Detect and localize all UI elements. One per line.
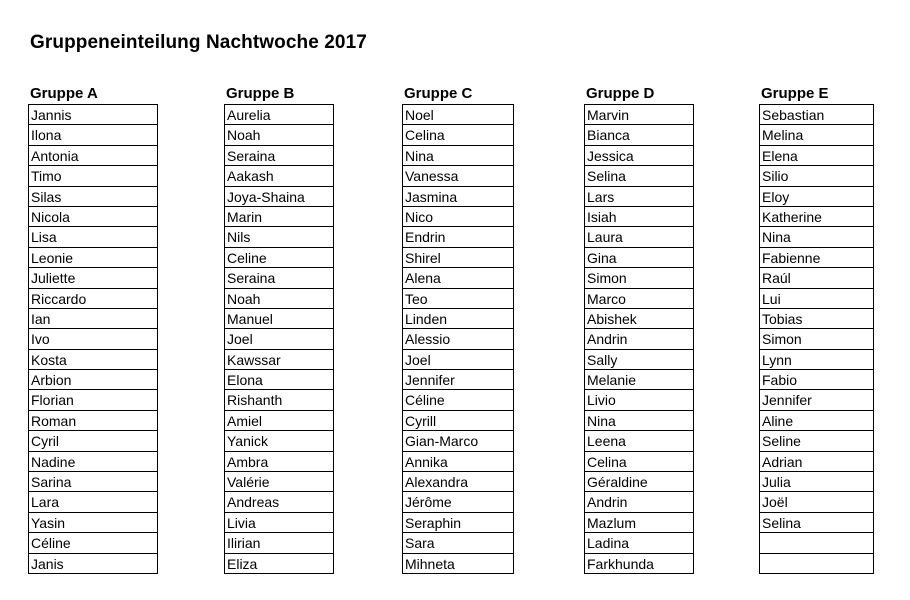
name-cell: Céline bbox=[403, 390, 513, 410]
group-b-column bbox=[224, 84, 334, 574]
name-cell: Arbion bbox=[29, 370, 157, 390]
name-cell: Antonia bbox=[29, 146, 157, 166]
name-cell: Jessica bbox=[585, 146, 693, 166]
name-cell: Nico bbox=[403, 207, 513, 227]
name-cell: Joel bbox=[225, 329, 333, 349]
name-cell: Celina bbox=[403, 125, 513, 145]
name-cell: Jannis bbox=[29, 105, 157, 125]
name-cell: Bianca bbox=[585, 125, 693, 145]
name-cell: Jennifer bbox=[403, 370, 513, 390]
name-cell: Vanessa bbox=[403, 166, 513, 186]
name-cell: Fabio bbox=[760, 370, 873, 390]
name-cell: Celina bbox=[585, 452, 693, 472]
name-cell: Yanick bbox=[225, 431, 333, 451]
name-cell: Raúl bbox=[760, 268, 873, 288]
name-cell: Linden bbox=[403, 309, 513, 329]
name-cell: Roman bbox=[29, 411, 157, 431]
name-cell: Gian-Marco bbox=[403, 431, 513, 451]
name-cell: Joya-Shaina bbox=[225, 187, 333, 207]
name-cell: Florian bbox=[29, 390, 157, 410]
name-cell: Adrian bbox=[760, 452, 873, 472]
name-cell: Céline bbox=[29, 533, 157, 553]
name-cell: Nina bbox=[585, 411, 693, 431]
name-cell: Marvin bbox=[585, 105, 693, 125]
group-header: Gruppe B bbox=[226, 85, 295, 102]
name-cell: Seline bbox=[760, 431, 873, 451]
name-cell: Andrin bbox=[585, 492, 693, 512]
name-cell: Noel bbox=[403, 105, 513, 125]
name-cell: Ambra bbox=[225, 452, 333, 472]
group-a-column bbox=[28, 84, 158, 574]
name-cell: Manuel bbox=[225, 309, 333, 329]
name-cell: Leena bbox=[585, 431, 693, 451]
name-cell: Silio bbox=[760, 166, 873, 186]
name-cell: Simon bbox=[585, 268, 693, 288]
name-cell: Cyrill bbox=[403, 411, 513, 431]
name-cell: Aurelia bbox=[225, 105, 333, 125]
name-cell: Seraina bbox=[225, 268, 333, 288]
name-cell: Sebastian bbox=[760, 105, 873, 125]
name-list bbox=[402, 104, 514, 574]
name-cell: Alessio bbox=[403, 329, 513, 349]
group-d-column bbox=[584, 84, 694, 574]
group-c-column bbox=[402, 84, 514, 574]
name-cell: Jasmina bbox=[403, 187, 513, 207]
name-cell: Andrin bbox=[585, 329, 693, 349]
name-cell: Selina bbox=[760, 513, 873, 533]
name-cell: Shirel bbox=[403, 248, 513, 268]
name-cell: Ilirian bbox=[225, 533, 333, 553]
name-cell bbox=[760, 533, 873, 553]
name-cell: Julia bbox=[760, 472, 873, 492]
name-cell: Celine bbox=[225, 248, 333, 268]
name-cell: Melina bbox=[760, 125, 873, 145]
name-cell: Nina bbox=[760, 227, 873, 247]
name-cell: Ivo bbox=[29, 329, 157, 349]
name-cell: Riccardo bbox=[29, 289, 157, 309]
name-cell: Joël bbox=[760, 492, 873, 512]
name-cell: Laura bbox=[585, 227, 693, 247]
name-cell: Marin bbox=[225, 207, 333, 227]
name-cell: Fabienne bbox=[760, 248, 873, 268]
name-cell: Leonie bbox=[29, 248, 157, 268]
group-header: Gruppe C bbox=[404, 85, 473, 102]
group-e-column bbox=[759, 84, 874, 574]
name-cell: Sally bbox=[585, 350, 693, 370]
name-cell: Abishek bbox=[585, 309, 693, 329]
name-cell: Aline bbox=[760, 411, 873, 431]
name-cell bbox=[760, 554, 873, 574]
name-cell: Nadine bbox=[29, 452, 157, 472]
group-header: Gruppe A bbox=[30, 85, 98, 102]
name-cell: Livia bbox=[225, 513, 333, 533]
name-cell: Jérôme bbox=[403, 492, 513, 512]
name-cell: Lara bbox=[29, 492, 157, 512]
name-list bbox=[28, 104, 158, 574]
name-cell: Mazlum bbox=[585, 513, 693, 533]
name-cell: Noah bbox=[225, 125, 333, 145]
name-cell: Nils bbox=[225, 227, 333, 247]
name-cell: Sara bbox=[403, 533, 513, 553]
name-cell: Seraphin bbox=[403, 513, 513, 533]
name-cell: Lisa bbox=[29, 227, 157, 247]
name-cell: Elena bbox=[760, 146, 873, 166]
name-cell: Kosta bbox=[29, 350, 157, 370]
name-cell: Yasin bbox=[29, 513, 157, 533]
name-cell: Eliza bbox=[225, 554, 333, 574]
name-cell: Amiel bbox=[225, 411, 333, 431]
name-list bbox=[584, 104, 694, 574]
name-cell: Aakash bbox=[225, 166, 333, 186]
name-cell: Kawssar bbox=[225, 350, 333, 370]
name-list bbox=[224, 104, 334, 574]
group-header: Gruppe E bbox=[761, 85, 829, 102]
name-cell: Janis bbox=[29, 554, 157, 574]
name-cell: Nina bbox=[403, 146, 513, 166]
name-cell: Ladina bbox=[585, 533, 693, 553]
name-cell: Lars bbox=[585, 187, 693, 207]
name-cell: Lui bbox=[760, 289, 873, 309]
name-cell: Annika bbox=[403, 452, 513, 472]
name-cell: Simon bbox=[760, 329, 873, 349]
name-cell: Timo bbox=[29, 166, 157, 186]
name-cell: Endrin bbox=[403, 227, 513, 247]
name-list bbox=[759, 104, 874, 574]
name-cell: Lynn bbox=[760, 350, 873, 370]
name-cell: Katherine bbox=[760, 207, 873, 227]
name-cell: Rishanth bbox=[225, 390, 333, 410]
name-cell: Nicola bbox=[29, 207, 157, 227]
name-cell: Juliette bbox=[29, 268, 157, 288]
name-cell: Jennifer bbox=[760, 390, 873, 410]
name-cell: Ilona bbox=[29, 125, 157, 145]
name-cell: Silas bbox=[29, 187, 157, 207]
name-cell: Seraina bbox=[225, 146, 333, 166]
name-cell: Mihneta bbox=[403, 554, 513, 574]
name-cell: Elona bbox=[225, 370, 333, 390]
name-cell: Livio bbox=[585, 390, 693, 410]
name-cell: Marco bbox=[585, 289, 693, 309]
name-cell: Valérie bbox=[225, 472, 333, 492]
name-cell: Joel bbox=[403, 350, 513, 370]
name-cell: Sarina bbox=[29, 472, 157, 492]
name-cell: Gina bbox=[585, 248, 693, 268]
name-cell: Farkhunda bbox=[585, 554, 693, 574]
name-cell: Alena bbox=[403, 268, 513, 288]
name-cell: Cyril bbox=[29, 431, 157, 451]
name-cell: Tobias bbox=[760, 309, 873, 329]
name-cell: Teo bbox=[403, 289, 513, 309]
name-cell: Eloy bbox=[760, 187, 873, 207]
name-cell: Ian bbox=[29, 309, 157, 329]
name-cell: Alexandra bbox=[403, 472, 513, 492]
page-title: Gruppeneinteilung Nachtwoche 2017 bbox=[30, 32, 367, 53]
group-header: Gruppe D bbox=[586, 85, 655, 102]
name-cell: Géraldine bbox=[585, 472, 693, 492]
name-cell: Isiah bbox=[585, 207, 693, 227]
name-cell: Melanie bbox=[585, 370, 693, 390]
name-cell: Noah bbox=[225, 289, 333, 309]
name-cell: Andreas bbox=[225, 492, 333, 512]
name-cell: Selina bbox=[585, 166, 693, 186]
